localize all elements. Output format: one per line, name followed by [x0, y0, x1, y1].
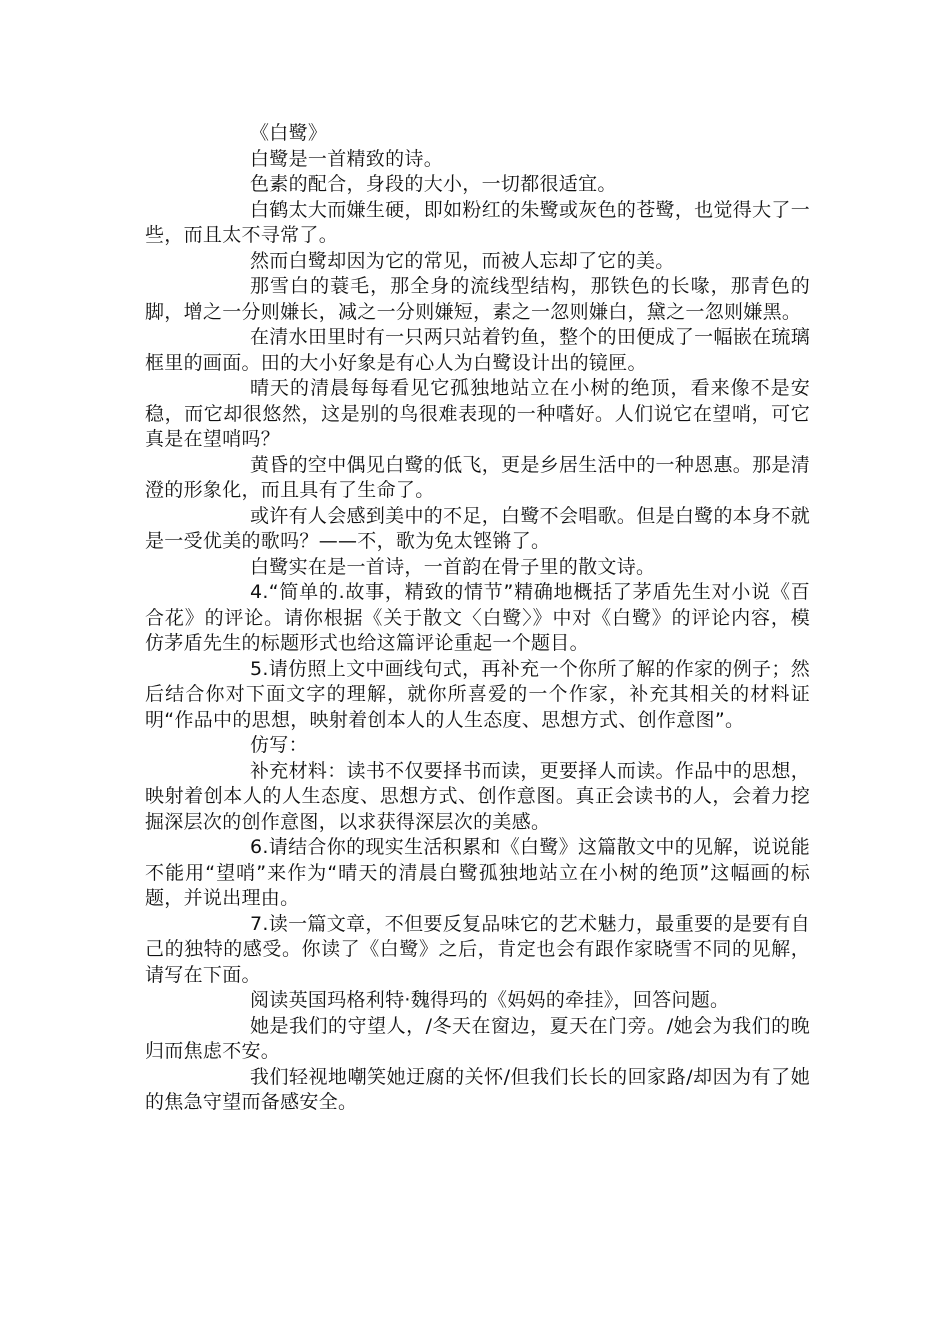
reading-instruction: 阅读英国玛格利特·魏得玛的《妈妈的牵挂》，回答问题。	[250, 989, 730, 1011]
supplementary-material: 补充材料：读书不仅要择书而读，更要择人而读。作品中的思想，映射着创本人的人生态度、思想方式、创作意图。真正会读书的人，会着力挖掘深层次的创作意图，以求获得深层次的美感。	[145, 759, 810, 833]
paragraph: 晴天的清晨每每看见它孤独地站立在小树的绝顶，看来像不是安稳，而它却很悠然，这是别的鸟很难表现的一种嗜好。人们说它在望哨，可它真是在望哨吗？	[145, 377, 810, 450]
essay-title: 《白鹭》	[250, 122, 328, 144]
question-6: 6.请结合你的现实生活积累和《白鹭》这篇散文中的见解，说说能不能用“望哨”来作为“晴天的清晨白鹭孤独地站立在小树的绝顶”这幅画的标题，并说出理由。	[145, 836, 810, 909]
paragraph: 那雪白的蓑毛，那全身的流线型结构，那铁色的长喙，那青色的脚，增之一分则嫌长，减之一分则嫌短，素之一忽则嫌白，黛之一忽则嫌黑。	[145, 275, 810, 323]
paragraph: 白鹭是一首精致的诗。	[250, 147, 444, 170]
paragraph: 在清水田里时有一只两只站着钓鱼，整个的田便成了一幅嵌在琉璃框里的画面。田的大小好象是有心人为白鹭设计出的镜匣。	[145, 326, 810, 374]
poem-stanza: 我们轻视地嘲笑她迂腐的关怀/但我们长长的回家路/却因为有了她的焦急守望而备感安全。	[145, 1065, 810, 1113]
paragraph: 色素的配合，身段的大小，一切都很适宜。	[250, 173, 617, 195]
paragraph: 黄昏的空中偶见白鹭的低飞，更是乡居生活中的一种恩惠。那是清澄的形象化，而且具有了生命了。	[145, 453, 810, 501]
document-body	[145, 121, 810, 1116]
question-4: 4.“简单的.故事，精致的情节”精确地概括了茅盾先生对小说《百合花》的评论。请你根据《关于散文〈白鹭〉》中对《白鹭》的评论内容，模仿茅盾先生的标题形式也给这篇评论重起一个题目。	[145, 581, 810, 654]
paragraph: 白鹤太大而嫌生硬，即如粉红的朱鹭或灰色的苍鹭，也觉得大了一些，而且太不寻常了。	[145, 198, 810, 246]
poem-stanza: 她是我们的守望人，/冬天在窗边，夏天在门旁。/她会为我们的晚归而焦虑不安。	[145, 1014, 810, 1062]
question-5: 5.请仿照上文中画线句式，再补充一个你所了解的作家的例子；然后结合你对下面文字的理解，就你所喜爱的一个作家，补充其相关的材料证明“作品中的思想，映射着创本人的人生态度、思想方式、创作意图”。	[145, 657, 810, 731]
paragraph: 然而白鹭却因为它的常见，而被人忘却了它的美。	[250, 249, 675, 272]
imitation-label: 仿写：	[250, 734, 308, 756]
paragraph: 或许有人会感到美中的不足，白鹭不会唱歌。但是白鹭的本身不就是一受优美的歌吗？——不，歌为免太铿锵了。	[145, 504, 810, 552]
question-7: 7.读一篇文章，不但要反复品味它的艺术魅力，最重要的是要有自己的独特的感受。你读了《白鹭》之后，肯定也会有跟作家晓雪不同的见解，请写在下面。	[145, 912, 810, 986]
paragraph: 白鹭实在是一首诗，一首韵在骨子里的散文诗。	[250, 555, 656, 578]
